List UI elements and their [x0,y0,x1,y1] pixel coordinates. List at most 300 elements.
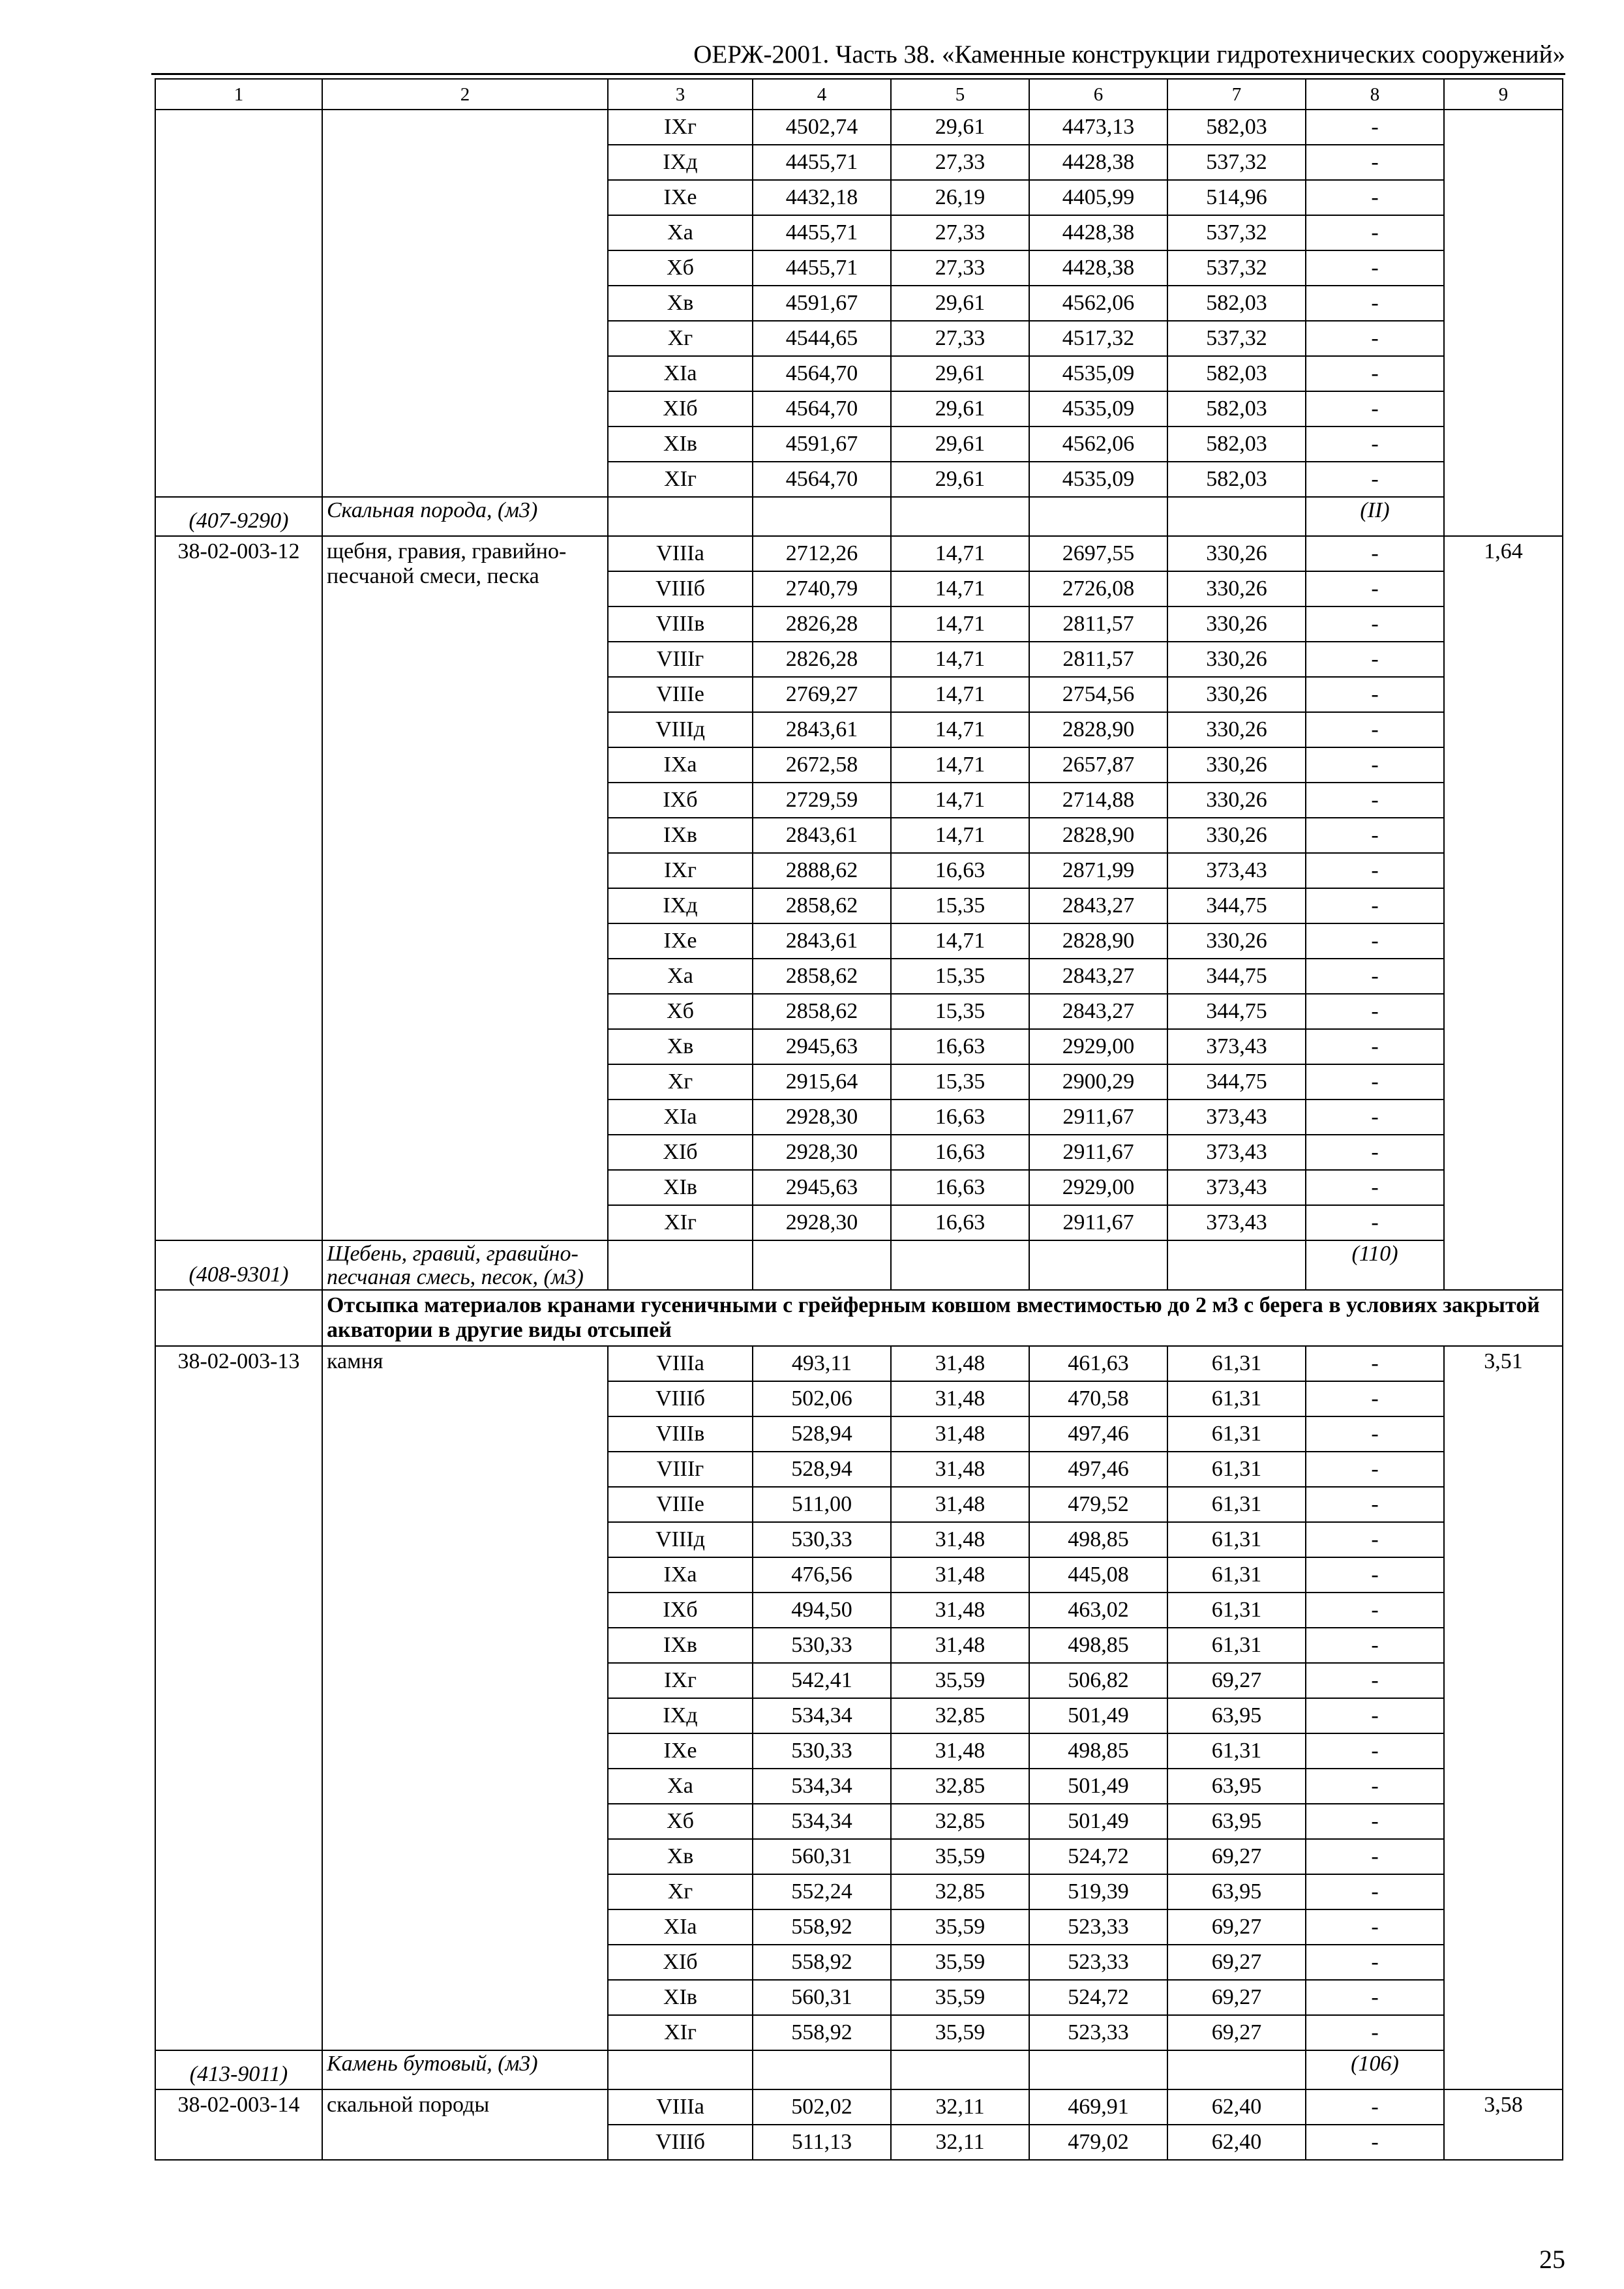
material-cost-cell: - [1306,1663,1444,1698]
total-cost-cell: 502,02 [753,2089,891,2125]
total-cost-cell: 4564,70 [753,356,891,391]
wage-cell: 14,71 [891,642,1029,677]
machine-cost-cell: 4428,38 [1029,250,1167,286]
material-cost-cell: - [1306,818,1444,853]
driver-wage-cell: 330,26 [1167,818,1306,853]
section-spacer-cell [155,1290,322,1346]
machine-cost-cell: 4428,38 [1029,145,1167,180]
wage-cell: 32,11 [891,2089,1029,2125]
zone-cell: Xа [608,959,753,994]
wage-cell: 31,48 [891,1733,1029,1769]
machine-cost-cell: 506,82 [1029,1663,1167,1698]
wage-cell: 15,35 [891,1064,1029,1100]
wage-cell: 29,61 [891,110,1029,145]
total-cost-cell: 560,31 [753,1980,891,2015]
zone-cell: Xг [608,321,753,356]
driver-wage-cell: 63,95 [1167,1804,1306,1839]
material-norm: (106) [1306,2050,1444,2089]
work-name: щебня, гравия, гравийно-песчаной смеси, песка [322,536,608,1240]
material-cost-cell: - [1306,994,1444,1029]
driver-wage-cell: 373,43 [1167,853,1306,888]
machine-cost-cell: 2828,90 [1029,712,1167,747]
material-cost-cell: - [1306,1698,1444,1733]
driver-wage-cell: 61,31 [1167,1557,1306,1593]
total-cost-cell: 2858,62 [753,888,891,923]
total-cost-cell: 4591,67 [753,286,891,321]
machine-cost-cell: 469,91 [1029,2089,1167,2125]
zone-cell: VIIIе [608,1487,753,1522]
total-cost-cell: 502,06 [753,1381,891,1416]
driver-wage-cell: 330,26 [1167,923,1306,959]
wage-cell: 14,71 [891,923,1029,959]
zone-cell: VIIIб [608,2125,753,2160]
driver-wage-cell: 69,27 [1167,2015,1306,2050]
total-cost-cell: 2858,62 [753,959,891,994]
material-cost-cell: - [1306,1346,1444,1381]
wage-cell: 16,63 [891,1100,1029,1135]
zone-cell: Xв [608,286,753,321]
machine-cost-cell: 523,33 [1029,2015,1167,2050]
total-cost-cell: 2945,63 [753,1029,891,1064]
material-row [155,2050,1563,2089]
total-cost-cell: 4591,67 [753,426,891,462]
material-cost-cell: - [1306,1804,1444,1839]
zone-cell: Xг [608,1874,753,1909]
wage-cell: 15,35 [891,959,1029,994]
material-cost-cell: - [1306,1769,1444,1804]
machine-cost-cell: 2900,29 [1029,1064,1167,1100]
zone-cell: Xб [608,250,753,286]
machine-cost-cell: 2828,90 [1029,923,1167,959]
wage-cell: 29,61 [891,286,1029,321]
work-name: камня [322,1346,608,2050]
zone-cell: IXе [608,1733,753,1769]
wage-cell: 32,85 [891,1804,1029,1839]
column-number-row [155,79,1563,110]
wage-cell: 16,63 [891,1205,1029,1240]
zone-cell: Xг [608,1064,753,1100]
total-cost-cell: 494,50 [753,1593,891,1628]
driver-wage-cell: 537,32 [1167,145,1306,180]
material-empty-cell [1167,2050,1306,2089]
wage-cell: 35,59 [891,1945,1029,1980]
driver-wage-cell: 63,95 [1167,1698,1306,1733]
total-cost-cell: 2843,61 [753,818,891,853]
material-row [155,1240,1563,1290]
total-cost-cell: 2928,30 [753,1135,891,1170]
machine-cost-cell: 497,46 [1029,1416,1167,1452]
machine-cost-cell: 2871,99 [1029,853,1167,888]
total-cost-cell: 2843,61 [753,712,891,747]
material-cost-cell: - [1306,286,1444,321]
driver-wage-cell: 69,27 [1167,1663,1306,1698]
total-cost-cell: 558,92 [753,1945,891,1980]
table-row [155,1346,1563,1381]
zone-cell: VIIIб [608,1381,753,1416]
material-cost-cell: - [1306,1100,1444,1135]
machine-cost-cell: 2929,00 [1029,1029,1167,1064]
material-empty-cell [753,2050,891,2089]
material-cost-cell: - [1306,1381,1444,1416]
table-row [155,536,1563,571]
zone-cell: IXе [608,180,753,215]
driver-wage-cell: 61,31 [1167,1522,1306,1557]
zone-cell: XIв [608,1980,753,2015]
machine-cost-cell: 524,72 [1029,1980,1167,2015]
machine-cost-cell: 523,33 [1029,1945,1167,1980]
labor-coefficient: 3,58 [1444,2089,1563,2160]
total-cost-cell: 534,34 [753,1804,891,1839]
machine-cost-cell: 4473,13 [1029,110,1167,145]
total-cost-cell: 2928,30 [753,1100,891,1135]
wage-cell: 35,59 [891,1980,1029,2015]
driver-wage-cell: 344,75 [1167,994,1306,1029]
driver-wage-cell: 373,43 [1167,1100,1306,1135]
zone-cell: VIIIа [608,1346,753,1381]
wage-cell: 32,85 [891,1769,1029,1804]
total-cost-cell: 560,31 [753,1839,891,1874]
driver-wage-cell: 63,95 [1167,1874,1306,1909]
driver-wage-cell: 373,43 [1167,1170,1306,1205]
driver-wage-cell: 582,03 [1167,356,1306,391]
total-cost-cell: 4455,71 [753,215,891,250]
material-cost-cell: - [1306,145,1444,180]
material-norm: (110) [1306,1240,1444,1290]
material-cost-cell: - [1306,426,1444,462]
material-empty-cell [608,497,753,536]
work-name: скальной породы [322,2089,608,2160]
wage-cell: 31,48 [891,1522,1029,1557]
driver-wage-cell: 537,32 [1167,250,1306,286]
zone-cell: XIа [608,1100,753,1135]
zone-cell: IXд [608,888,753,923]
material-cost-cell: - [1306,250,1444,286]
wage-cell: 31,48 [891,1416,1029,1452]
machine-cost-cell: 4562,06 [1029,426,1167,462]
page-number: 25 [1539,2245,1565,2274]
work-name [322,110,608,497]
machine-cost-cell: 501,49 [1029,1804,1167,1839]
total-cost-cell: 2888,62 [753,853,891,888]
total-cost-cell: 2858,62 [753,994,891,1029]
total-cost-cell: 4432,18 [753,180,891,215]
machine-cost-cell: 497,46 [1029,1452,1167,1487]
driver-wage-cell: 373,43 [1167,1205,1306,1240]
wage-cell: 14,71 [891,783,1029,818]
material-cost-cell: - [1306,1029,1444,1064]
material-cost-cell: - [1306,2125,1444,2160]
material-cost-cell: - [1306,180,1444,215]
total-cost-cell: 476,56 [753,1557,891,1593]
zone-cell: IXд [608,145,753,180]
total-cost-cell: 493,11 [753,1346,891,1381]
driver-wage-cell: 69,27 [1167,1980,1306,2015]
material-empty-cell [753,1240,891,1290]
wage-cell: 16,63 [891,1029,1029,1064]
total-cost-cell: 4564,70 [753,391,891,426]
labor-coefficient: 1,64 [1444,536,1563,1290]
zone-cell: VIIIа [608,2089,753,2125]
machine-cost-cell: 501,49 [1029,1769,1167,1804]
material-empty-cell [608,2050,753,2089]
material-empty-cell [1029,1240,1167,1290]
machine-cost-cell: 479,52 [1029,1487,1167,1522]
machine-cost-cell: 2911,67 [1029,1205,1167,1240]
zone-cell: IXб [608,1593,753,1628]
wage-cell: 35,59 [891,1663,1029,1698]
machine-cost-cell: 445,08 [1029,1557,1167,1593]
driver-wage-cell: 582,03 [1167,391,1306,426]
total-cost-cell: 2915,64 [753,1064,891,1100]
machine-cost-cell: 2714,88 [1029,783,1167,818]
table-row [155,110,1563,145]
machine-cost-cell: 501,49 [1029,1698,1167,1733]
rate-code: 38-02-003-14 [155,2089,322,2160]
zone-cell: Xа [608,215,753,250]
zone-cell: XIб [608,391,753,426]
material-cost-cell: - [1306,783,1444,818]
driver-wage-cell: 344,75 [1167,1064,1306,1100]
zone-cell: Xб [608,994,753,1029]
zone-cell: IXе [608,923,753,959]
material-cost-cell: - [1306,677,1444,712]
machine-cost-cell: 524,72 [1029,1839,1167,1874]
wage-cell: 14,71 [891,571,1029,606]
material-cost-cell: - [1306,1205,1444,1240]
driver-wage-cell: 582,03 [1167,110,1306,145]
wage-cell: 15,35 [891,994,1029,1029]
machine-cost-cell: 2843,27 [1029,994,1167,1029]
total-cost-cell: 558,92 [753,1909,891,1945]
wage-cell: 15,35 [891,888,1029,923]
column-number-cell: 1 [155,79,322,110]
driver-wage-cell: 61,31 [1167,1593,1306,1628]
zone-cell: IXд [608,1698,753,1733]
material-cost-cell: - [1306,1064,1444,1100]
wage-cell: 31,48 [891,1381,1029,1416]
material-empty-cell [891,2050,1029,2089]
material-empty-cell [753,497,891,536]
zone-cell: IXг [608,110,753,145]
machine-cost-cell: 4405,99 [1029,180,1167,215]
wage-cell: 16,63 [891,853,1029,888]
total-cost-cell: 4455,71 [753,250,891,286]
driver-wage-cell: 330,26 [1167,783,1306,818]
machine-cost-cell: 4428,38 [1029,215,1167,250]
total-cost-cell: 534,34 [753,1769,891,1804]
zone-cell: VIIIв [608,1416,753,1452]
rate-code: 38-02-003-12 [155,536,322,1240]
machine-cost-cell: 4535,09 [1029,391,1167,426]
material-empty-cell [891,1240,1029,1290]
machine-cost-cell: 2843,27 [1029,959,1167,994]
column-number-cell: 3 [608,79,753,110]
wage-cell: 27,33 [891,215,1029,250]
material-cost-cell: - [1306,1839,1444,1874]
material-norm: (II) [1306,497,1444,536]
total-cost-cell: 4544,65 [753,321,891,356]
material-cost-cell: - [1306,853,1444,888]
driver-wage-cell: 61,31 [1167,1452,1306,1487]
material-code: (407-9290) [155,497,322,536]
material-cost-cell: - [1306,1522,1444,1557]
total-cost-cell: 4455,71 [753,145,891,180]
machine-cost-cell: 4535,09 [1029,356,1167,391]
total-cost-cell: 552,24 [753,1874,891,1909]
wage-cell: 27,33 [891,145,1029,180]
zone-cell: VIIIа [608,536,753,571]
total-cost-cell: 2729,59 [753,783,891,818]
zone-cell: XIв [608,1170,753,1205]
wage-cell: 35,59 [891,1839,1029,1874]
material-cost-cell: - [1306,356,1444,391]
driver-wage-cell: 582,03 [1167,286,1306,321]
wage-cell: 32,85 [891,1874,1029,1909]
wage-cell: 16,63 [891,1135,1029,1170]
material-cost-cell: - [1306,1909,1444,1945]
wage-cell: 27,33 [891,250,1029,286]
total-cost-cell: 2672,58 [753,747,891,783]
material-cost-cell: - [1306,1135,1444,1170]
table-body [155,79,1563,2160]
driver-wage-cell: 330,26 [1167,712,1306,747]
column-number-cell: 6 [1029,79,1167,110]
machine-cost-cell: 2828,90 [1029,818,1167,853]
driver-wage-cell: 69,27 [1167,1839,1306,1874]
driver-wage-cell: 61,31 [1167,1487,1306,1522]
total-cost-cell: 2769,27 [753,677,891,712]
zone-cell: IXв [608,818,753,853]
material-empty-cell [1167,497,1306,536]
wage-cell: 14,71 [891,536,1029,571]
driver-wage-cell: 69,27 [1167,1909,1306,1945]
material-cost-cell: - [1306,1557,1444,1593]
total-cost-cell: 2826,28 [753,606,891,642]
machine-cost-cell: 2811,57 [1029,606,1167,642]
wage-cell: 32,85 [891,1698,1029,1733]
header-rule [151,73,1565,75]
driver-wage-cell: 330,26 [1167,571,1306,606]
material-empty-cell [1029,2050,1167,2089]
driver-wage-cell: 344,75 [1167,888,1306,923]
machine-cost-cell: 4535,09 [1029,462,1167,497]
wage-cell: 29,61 [891,462,1029,497]
wage-cell: 31,48 [891,1557,1029,1593]
material-cost-cell: - [1306,2089,1444,2125]
zone-cell: IXа [608,1557,753,1593]
material-cost-cell: - [1306,712,1444,747]
column-number-cell: 9 [1444,79,1563,110]
driver-wage-cell: 61,31 [1167,1381,1306,1416]
material-cost-cell: - [1306,391,1444,426]
wage-cell: 14,71 [891,818,1029,853]
total-cost-cell: 542,41 [753,1663,891,1698]
wage-cell: 29,61 [891,356,1029,391]
total-cost-cell: 528,94 [753,1452,891,1487]
wage-cell: 14,71 [891,677,1029,712]
machine-cost-cell: 2929,00 [1029,1170,1167,1205]
machine-cost-cell: 498,85 [1029,1628,1167,1663]
material-code: (408-9301) [155,1240,322,1290]
wage-cell: 27,33 [891,321,1029,356]
zone-cell: XIв [608,426,753,462]
total-cost-cell: 511,00 [753,1487,891,1522]
driver-wage-cell: 61,31 [1167,1346,1306,1381]
labor-coefficient: 3,51 [1444,1346,1563,2089]
zone-cell: XIа [608,1909,753,1945]
total-cost-cell: 511,13 [753,2125,891,2160]
wage-cell: 31,48 [891,1487,1029,1522]
zone-cell: IXг [608,1663,753,1698]
zone-cell: VIIIд [608,712,753,747]
material-cost-cell: - [1306,1487,1444,1522]
zone-cell: Xб [608,1804,753,1839]
driver-wage-cell: 330,26 [1167,642,1306,677]
zone-cell: VIIIд [608,1522,753,1557]
zone-cell: IXв [608,1628,753,1663]
total-cost-cell: 528,94 [753,1416,891,1452]
material-empty-cell [608,1240,753,1290]
material-cost-cell: - [1306,888,1444,923]
wage-cell: 31,48 [891,1628,1029,1663]
wage-cell: 31,48 [891,1452,1029,1487]
driver-wage-cell: 514,96 [1167,180,1306,215]
material-name: Камень бутовый, (м3) [322,2050,608,2089]
labor-coefficient [1444,110,1563,536]
machine-cost-cell: 2911,67 [1029,1100,1167,1135]
wage-cell: 26,19 [891,180,1029,215]
material-empty-cell [891,497,1029,536]
total-cost-cell: 2843,61 [753,923,891,959]
driver-wage-cell: 330,26 [1167,536,1306,571]
zone-cell: IXг [608,853,753,888]
column-number-cell: 5 [891,79,1029,110]
material-empty-cell [1167,1240,1306,1290]
section-heading: Отсыпка материалов кранами гусеничными с грейферным ковшом вместимостью до 2 м3 с берега в условиях закрытой акватории в другие виды отсыпей [322,1290,1563,1346]
rate-code: 38-02-003-13 [155,1346,322,2050]
material-cost-cell: - [1306,1980,1444,2015]
wage-cell: 14,71 [891,606,1029,642]
zone-cell: Xв [608,1029,753,1064]
zone-cell: Xв [608,1839,753,1874]
total-cost-cell: 2712,26 [753,536,891,571]
driver-wage-cell: 61,31 [1167,1416,1306,1452]
material-cost-cell: - [1306,1593,1444,1628]
driver-wage-cell: 537,32 [1167,321,1306,356]
wage-cell: 31,48 [891,1346,1029,1381]
total-cost-cell: 4564,70 [753,462,891,497]
driver-wage-cell: 330,26 [1167,606,1306,642]
material-cost-cell: - [1306,1733,1444,1769]
driver-wage-cell: 330,26 [1167,747,1306,783]
wage-cell: 35,59 [891,1909,1029,1945]
machine-cost-cell: 519,39 [1029,1874,1167,1909]
column-number-cell: 8 [1306,79,1444,110]
wage-cell: 29,61 [891,391,1029,426]
zone-cell: VIIIв [608,606,753,642]
material-name: Щебень, гравий, гравийно-песчаная смесь, песок, (м3) [322,1240,608,1290]
column-number-cell: 4 [753,79,891,110]
zone-cell: Xа [608,1769,753,1804]
material-cost-cell: - [1306,1170,1444,1205]
machine-cost-cell: 2657,87 [1029,747,1167,783]
machine-cost-cell: 498,85 [1029,1522,1167,1557]
machine-cost-cell: 2843,27 [1029,888,1167,923]
machine-cost-cell: 461,63 [1029,1346,1167,1381]
machine-cost-cell: 2911,67 [1029,1135,1167,1170]
material-cost-cell: - [1306,606,1444,642]
material-code: (413-9011) [155,2050,322,2089]
